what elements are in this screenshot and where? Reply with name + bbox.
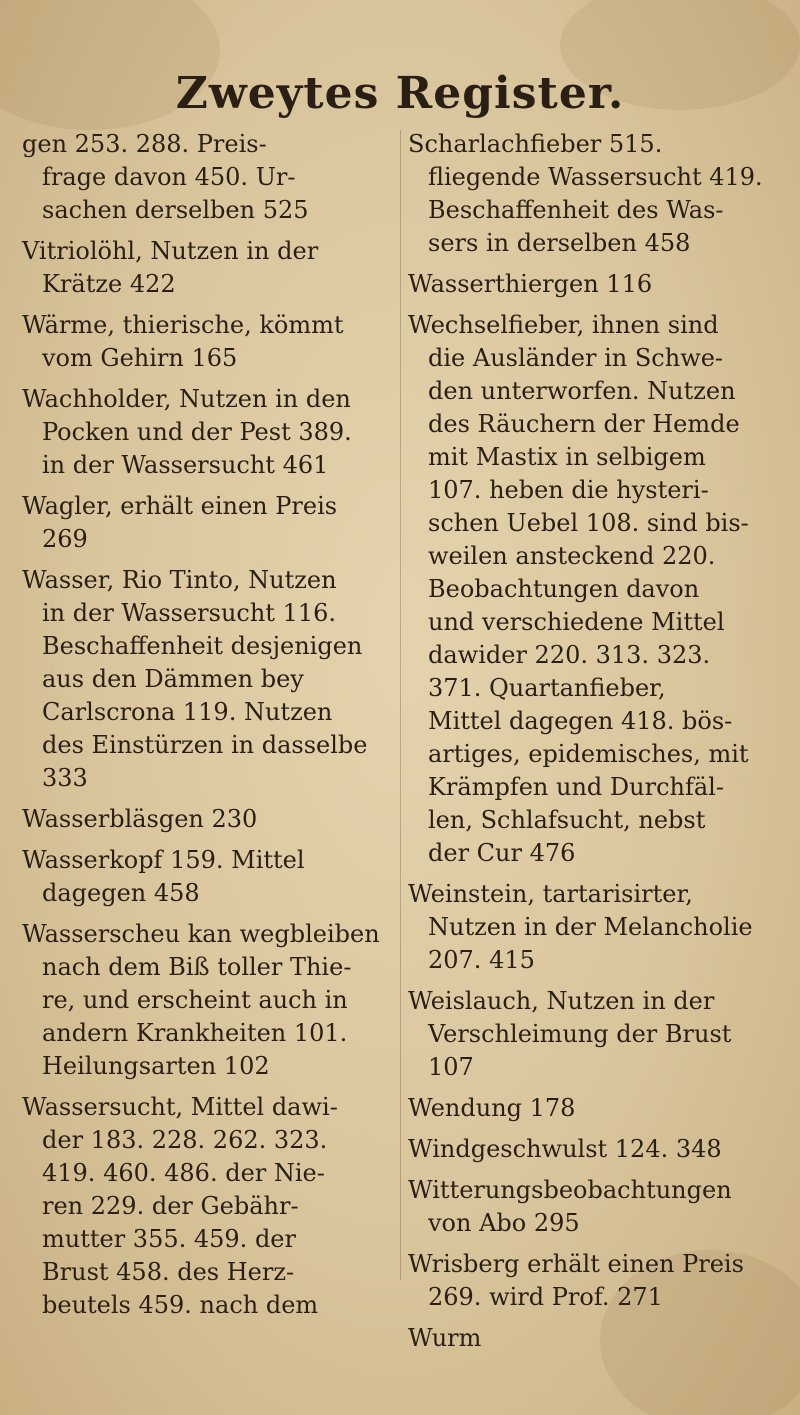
- index-entry: [22, 128, 407, 227]
- entry-line: Beobachtungen davon: [428, 575, 700, 603]
- entry-line: Carlscrona 119. Nutzen: [42, 698, 333, 726]
- entry-line: Vitriolöhl, Nutzen in der: [22, 237, 319, 265]
- entry-line: fliegende Wassersucht 419.: [428, 163, 763, 191]
- entry-line: 107: [428, 1053, 474, 1081]
- entry-line: Wasserscheu kan wegbleiben: [22, 920, 380, 948]
- entry-line: Beschaffenheit des Was-: [428, 196, 724, 224]
- entry-line: der 183. 228. 262. 323.: [42, 1126, 328, 1154]
- entry-line: artiges, epidemisches, mit: [428, 740, 749, 768]
- entry-line: Krätze 422: [42, 270, 176, 298]
- entry-line: Wachholder, Nutzen in den: [22, 385, 351, 413]
- entry-line: mit Mastix in selbigem: [428, 443, 706, 471]
- entry-line: Weislauch, Nutzen in der: [408, 987, 715, 1015]
- entry-line: sachen derselben 525: [42, 196, 309, 224]
- entry-line: Wärme, thierische, kömmt: [22, 311, 344, 339]
- entry-line: die Ausländer in Schwe-: [428, 344, 724, 372]
- entry-line: sers in derselben 458: [428, 229, 691, 257]
- entry-line: mutter 355. 459. der: [42, 1225, 296, 1253]
- entry-line: Wasserkopf 159. Mittel: [22, 846, 305, 874]
- entry-line: Witterungsbeobachtungen: [408, 1176, 732, 1204]
- index-entry: [408, 1174, 793, 1240]
- index-entry: [408, 878, 793, 977]
- index-entry: [22, 490, 407, 556]
- entry-line: Mittel dagegen 418. bös-: [428, 707, 733, 735]
- index-entry: [408, 1092, 793, 1125]
- entry-line: Scharlachfieber 515.: [408, 130, 663, 158]
- entry-line: des Einstürzen in dasselbe: [42, 731, 368, 759]
- entry-line: in der Wassersucht 116.: [42, 599, 337, 627]
- entry-line: 419. 460. 486. der Nie-: [42, 1159, 325, 1187]
- entry-line: Wechselfieber, ihnen sind: [408, 311, 719, 339]
- entry-line: Wassersucht, Mittel dawi-: [22, 1093, 338, 1121]
- entry-line: andern Krankheiten 101.: [42, 1019, 348, 1047]
- entry-line: in der Wassersucht 461: [42, 451, 329, 479]
- entry-line: 269: [42, 525, 88, 553]
- entry-line: len, Schlafsucht, nebst: [428, 806, 706, 834]
- entry-line: Weinstein, tartarisirter,: [408, 880, 693, 908]
- entry-line: schen Uebel 108. sind bis-: [428, 509, 749, 537]
- index-entry: [22, 918, 407, 1083]
- index-entry: [408, 1248, 793, 1314]
- entry-line: des Räuchern der Hemde: [428, 410, 740, 438]
- entry-line: Wrisberg erhält einen Preis: [408, 1250, 744, 1278]
- entry-line: Nutzen in der Melancholie: [428, 913, 753, 941]
- entry-line: Wasserbläsgen 230: [22, 805, 258, 833]
- index-entry: [22, 844, 407, 910]
- entry-line: den unterworfen. Nutzen: [428, 377, 736, 405]
- index-entry: [22, 235, 407, 301]
- entry-line: der Cur 476: [428, 839, 576, 867]
- entry-line: vom Gehirn 165: [42, 344, 238, 372]
- entry-line: nach dem Biß toller Thie-: [42, 953, 352, 981]
- entry-line: gen 253. 288. Preis-: [22, 130, 267, 158]
- entry-line: Wendung 178: [408, 1094, 576, 1122]
- entry-line: Verschleimung der Brust: [428, 1020, 732, 1048]
- entry-line: Heilungsarten 102: [42, 1052, 270, 1080]
- entry-line: re, und erscheint auch in: [42, 986, 348, 1014]
- entry-line: Pocken und der Pest 389.: [42, 418, 352, 446]
- entry-line: Wurm: [408, 1324, 482, 1352]
- entry-line: 371. Quartanfieber,: [428, 674, 666, 702]
- entry-line: Krämpfen und Durchfäl-: [428, 773, 724, 801]
- entry-line: 333: [42, 764, 88, 792]
- index-entry: [22, 803, 407, 836]
- index-entry: [22, 564, 407, 795]
- index-entry: [408, 985, 793, 1084]
- entry-line: Brust 458. des Herz-: [42, 1258, 295, 1286]
- entry-line: beutels 459. nach dem: [42, 1291, 319, 1319]
- entry-line: frage davon 450. Ur-: [42, 163, 296, 191]
- entry-line: 207. 415: [428, 946, 535, 974]
- entry-line: 269. wird Prof. 271: [428, 1283, 663, 1311]
- entry-line: Windgeschwulst 124. 348: [408, 1135, 722, 1163]
- entry-line: Wasserthiergen 116: [408, 270, 653, 298]
- entry-line: Wasser, Rio Tinto, Nutzen: [22, 566, 337, 594]
- left-column: [22, 128, 407, 1330]
- index-entry: [408, 309, 793, 870]
- index-entry: [408, 1133, 793, 1166]
- entry-line: weilen ansteckend 220.: [428, 542, 716, 570]
- right-column: [408, 128, 793, 1363]
- index-entry: [22, 383, 407, 482]
- index-entry: [408, 268, 793, 301]
- entry-line: aus den Dämmen bey: [42, 665, 304, 693]
- page-title: Zweytes Register.: [175, 68, 625, 119]
- entry-line: dawider 220. 313. 323.: [428, 641, 711, 669]
- index-entry: [22, 1091, 407, 1322]
- entry-line: Beschaffenheit desjenigen: [42, 632, 363, 660]
- entry-line: und verschiedene Mittel: [428, 608, 725, 636]
- index-entry: [22, 309, 407, 375]
- index-entry: [408, 1322, 793, 1355]
- entry-line: Wagler, erhält einen Preis: [22, 492, 338, 520]
- entry-line: ren 229. der Gebähr-: [42, 1192, 299, 1220]
- entry-line: von Abo 295: [428, 1209, 580, 1237]
- index-entry: [408, 128, 793, 260]
- entry-line: 107. heben die hysteri-: [428, 476, 709, 504]
- entry-line: dagegen 458: [42, 879, 200, 907]
